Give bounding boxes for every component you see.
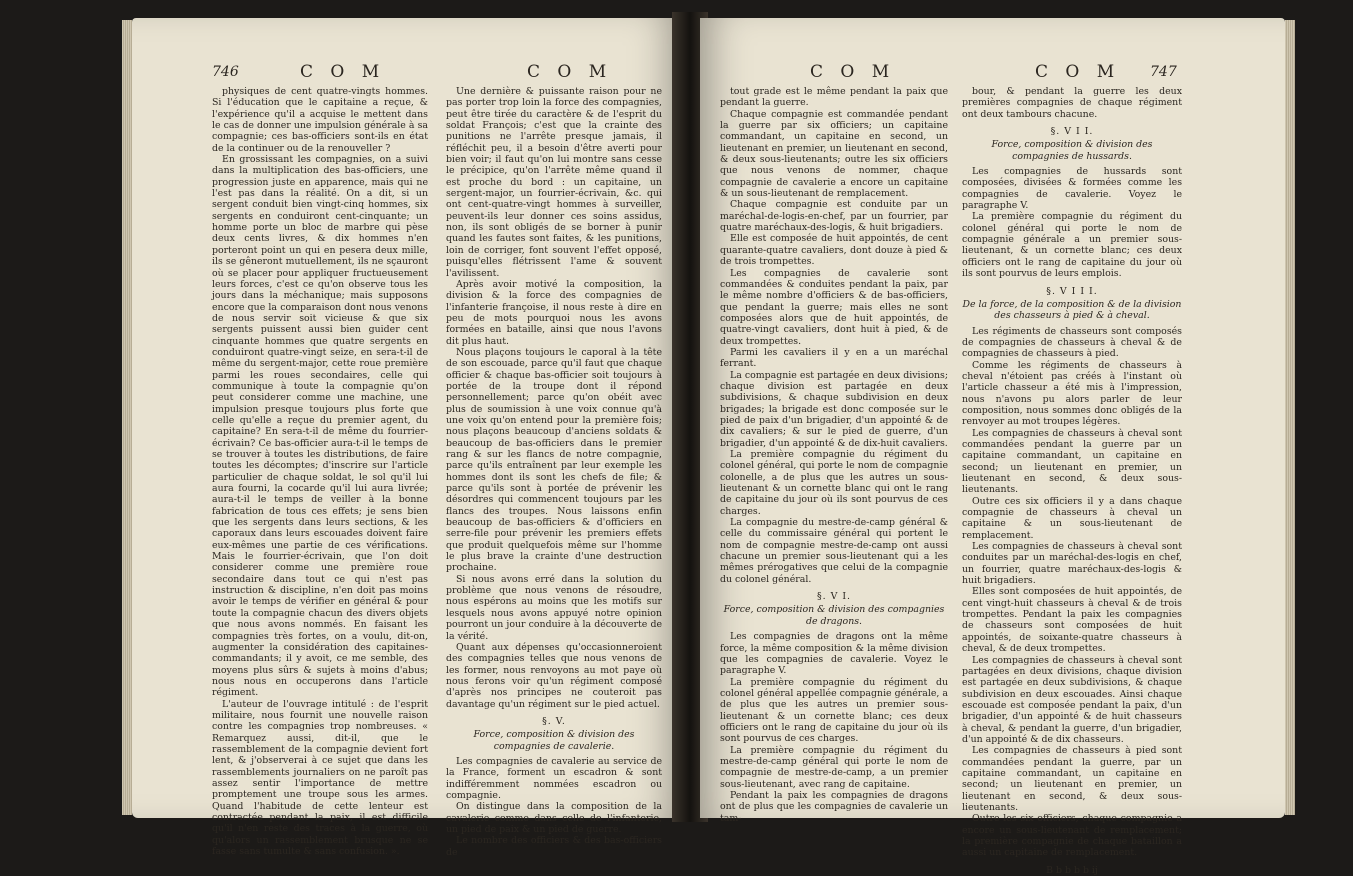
paragraph: bour, & pendant la guerre les deux premières compagnies de chaque régiment ont deux tambours chacune. [962,86,1182,120]
paragraph: Quant aux dépenses qu'occasionneroient des compagnies telles que nous venons de les former, nous renvoyons au mot paye où nous ferons voir qu'un régiment composé d'après nos principes ne couteroit pas davantage qu'un régiment sur le pied actuel. [446,641,662,710]
paragraph: Les compagnies de chasseurs à cheval sont conduites par un maréchal-des-logis en chef, un fourrier, quatre maréchaux-des-logis & huit brigadiers. [962,541,1182,587]
section-heading: §. V I I. [1050,126,1094,138]
section-heading: §. V. [542,715,566,727]
paragraph: Parmi les cavaliers il y en a un maréchal ferrant. [720,346,948,370]
section-title: De la force, de la composition & de la division des chasseurs à pied & à cheval. [962,298,1182,322]
signature-mark: B b b b b ij [1046,864,1098,876]
paragraph: Elle est composée de huit appointés, de cent quarante-quatre cavaliers, dont douze à pied & de trois trompettes. [720,233,948,268]
paragraph: L'auteur de l'ouvrage intitulé : de l'esprit militaire, nous fournit une nouvelle raison contre les compagnies trop nombreuses. « Remarquez aussi, dit-il, que le rassemblement de la compagnie devient fort lent, & j'observerai à ce sujet que dans les rassemblements journaliers on ne paroît pas assez sentir l'importance de mettre promptement une troupe sous les armes. Quand l'habitude de cette lenteur est contractée pendant la paix, il est difficile qu'il n'en reste des traces à la guerre, où qu'alors un rassemblement brusque ne se fasse sans tumulte & sans confusion. ». [212,698,428,858]
paragraph: Outre les six officiers, chaque compagnie a encore un sous-lieutenant de remplacement; la première compagnie de chaque bataillon a aussi un capitaine de remplacement. [962,813,1182,859]
section-heading: §. V I. [816,591,852,603]
paragraph: Les compagnies de chasseurs à cheval sont partagées en deux divisions, chaque division est partagée en deux subdivisions, & chaque subdivision en deux escouades. Ainsi chaque escouade est composée pendant la paix, d'un brigadier, d'un appointé & de huit chasseurs à cheval, & pendant la guerre, d'un brigadier, d'un appointé & de dix chasseurs. [962,654,1182,745]
paragraph: Les compagnies de chasseurs à pied sont commandées pendant la guerre, par un capitaine commandant, un capitaine en second; un lieutenant en premier, un lieutenant en second, & deux sous-lieutenants. [962,745,1182,813]
paragraph: La compagnie du mestre-de-camp général & celle du commissaire général qui portent le nom de compagnie mestre-de-camp ont aussi chacune un premier sous-lieutenant qui a les mêmes prérogatives que celui de la compagnie du colonel général. [720,517,948,585]
page-number-left: 746 [212,64,239,80]
paragraph: La première compagnie du régiment du colonel général, qui porte le nom de compagnie colonelle, a de plus que les autres un sous-lieutenant & un cornette blanc qui ont le rang de capitaine du jour où ils sont pourvus de ces charges. [720,449,948,517]
paragraph: Elles sont composées de huit appointés, de cent vingt-huit chasseurs à cheval & de trois trompettes. Pendant la paix les compagnies de chasseurs sont composées de huit appointés, de soixante-quatre chasseurs à cheval, & de deux trompettes. [962,586,1182,655]
paragraph: Pendant la paix les compagnies de dragons ont de plus que les compagnies de cavalerie un tam- [720,789,948,824]
paragraph: Une dernière & puissante raison pour ne pas porter trop loin la force des compagnies, peut être tirée du caractère & de l'esprit du soldat François; c'est que la crainte des punitions ne l'arrête presque jamais, il réfléchit peu, il a besoin d'être averti pour bien voir; il faut qu'on lui montre sans cesse le précipice, qu'on l'arrête même quand il est proche du bord : un capitaine, un sergent-major, un fourrier-écrivain, &c. qui ont cent-quatre-vingt hommes à surveiller, peuvent-ils leur donner ces soins assidus, non, ils sont obligés de se borner à punir quand les fautes sont faites, & les punitions, loin de corriger, font souvent l'effet opposé, puisqu'elles flétrissent l'ame & souvent l'avilissent. [446,86,662,279]
paragraph: Si nous avons erré dans la solution du problème que nous venons de résoudre, nous espérons au moins que les motifs sur lesquels nous avons appuyé notre opinion pourront un jour conduire à la découverte de la vérité. [446,573,662,642]
paragraph: Les compagnies de cavalerie au service de la France, forment un escadron & sont indifféremment nommées escadron ou compagnie. [446,755,662,801]
paragraph: Comme les régiments de chasseurs à cheval n'étoient pas créés à l'instant où l'article chasseur a été mis à l'impression, nous n'avons pu alors parler de leur composition, nous sommes donc obligés de la renvoyer au mot troupes légères. [962,359,1182,428]
paragraph: Nous plaçons toujours le caporal à la tête de son escouade, parce qu'il faut que chaque officier & chaque bas-officier soit toujours à portée de la troupe dont il répond personnellement; parce qu'on obéit avec plus de soumission à une voix connue qu'à une voix qu'on entend pour la première fois; nous plaçons beaucoup d'anciens soldats & beaucoup de bas-officiers dans le premier rang & sur les flancs de notre compagnie, parce qu'ils entraînent par leur exemple les hommes dont ils sont les chefs de file; & parce qu'ils sont à portée de prévenir les désordres qui commencent toujours par les flancs des troupes. Nous laissons enfin beaucoup de bas-officiers & d'officiers en serre-file pour prévenir les premiers effets que produit quelquefois même sur l'homme le plus brave la crainte d'une destruction prochaine. [446,346,662,574]
paragraph: Les régiments de chasseurs sont composés de compagnies de chasseurs à cheval & de compagnies de chasseurs à pied. [962,325,1182,360]
right-column-2 [962,86,1182,876]
paragraph: Après avoir motivé la composition, la division & la force des compagnies de l'infanterie françoise, il nous reste à dire en peu de mots pourquoi nous les avons formées en bataille, ainsi que nous l'avons dit plus haut. [446,278,662,347]
paragraph: Chaque compagnie est commandée pendant la guerre par six officiers; un capitaine commandant, un capitaine en second, un lieutenant en premier, un lieutenant en second, & deux sous-lieutenants; outre les six officiers que nous venons de nommer, chaque compagnie de cavalerie a encore un capitaine & un sous-lieutenant de remplacement. [720,108,948,200]
paragraph: La première compagnie du régiment du colonel général qui porte le nom de compagnie générale a un premier sous-lieutenant, & un cornette blanc; ces deux officiers ont le rang de capitaine du jour où ils sont pourvus de leurs emplois. [962,211,1182,280]
paragraph: On distingue dans la composition de la cavalerie comme dans celle de l'infanterie, un pied de paix & un pied de guerre. [446,801,662,835]
right-page [700,18,1285,876]
paragraph: La compagnie est partagée en deux divisions; chaque division est partagée en deux subdivisions, & chaque subdivision en deux brigades; la brigade est donc composée sur le pied de paix d'un brigadier, d'un appointé & de dix cavaliers; & sur le pied de guerre, d'un brigadier, d'un appointé & de dix-huit cavaliers. [720,369,948,449]
paragraph: physiques de cent quatre-vingts hommes. Si l'éducation que le capitaine a reçue, & l'expérience qu'il a acquise le mettent dans le cas de donner une impulsion générale à sa compagnie; ces bas-officiers sont-ils en état de la continuer ou de la renouveller ? [212,86,428,154]
paragraph: Les compagnies de dragons ont la même force, la même composition & la même division que les compagnies de cavalerie. Voyez le paragraphe V. [720,631,948,677]
running-head-right-col2: C O M [1035,62,1121,82]
paragraph: Les compagnies de chasseurs à cheval sont commandées pendant la guerre par un capitaine commandant, un capitaine en second; un lieutenant en premier, un lieutenant en second, & deux sous-lieutenants. [962,427,1182,496]
right-column-1 [720,86,948,824]
left-column-2 [446,86,662,858]
paragraph: Outre ces six officiers il y a dans chaque compagnie de chasseurs à cheval un capitaine & un sous-lieutenant de remplacement. [962,495,1182,541]
left-page-edge [122,20,132,815]
running-head-left-col2: C O M [527,62,613,82]
paragraph: Les compagnies de hussards sont composées, divisées & formées comme les compagnies de cavalerie. Voyez le paragraphe V. [962,166,1182,212]
left-page [132,18,680,858]
paragraph: En grossissant les compagnies, on a suivi dans la multiplication des bas-officiers, une progression juste en apparence, mais qui ne l'est pas dans la réalité. On a dit, si un sergent conduit bien vingt-cinq hommes, six sergents en conduiront cent-cinquante; un homme porte un bloc de marbre qui pèse deux cents livres, & dix hommes n'en porteront point un qui en pesera deux mille, ils se gêneront mutuellement, ils ne sçauront où se placer pour appliquer fructueusement leurs forces, c'est ce qu'on observe tous les jours dans la méchanique; mais supposons encore que la comparaison dont nous venons de nous servir soit vicieuse & que six sergents puissent aussi bien guider cent cinquante hommes que quatre sergents en conduiront quatre-vingt seize, en sera-t-il de même du sergent-major, cette roue première parmi les roues secondaires, celle qui communique à toute la compagnie qu'on peut considerer comme une machine, une impulsion presque toujours plus forte que celle qu'elle a reçue du premier agent, du capitaine? En sera-t-il de même du fourrier-écrivain? Ce bas-officier aura-t-il le temps de se trouver à toutes les distributions, de faire toutes les décomptes; d'inscrire sur l'article particulier de chaque soldat, le sol qu'il lui aura fourni, la cocarde qu'il lui aura livrée; aura-t-il le temps de veiller à la bonne fabrication de tous ces effets; je sens bien que les sergents dans leurs sections, & les caporaux dans leurs escouades doivent faire eux-mêmes une partie de ces vérifications. Mais le fourrier-écrivain, que l'on doit considerer comme une première roue secondaire dans tout ce qui n'est pas instruction & discipline, n'en doit pas moins avoir le temps de vérifier en général & pour toute la compagnie chacun des divers objets que nous avons nommés. En faisant les compagnies très fortes, on a voulu, dit-on, augmenter la considération des capitaines-commandants; il y avoit, ce me semble, des moyens plus sûrs & sujets à moins d'abus; nous nous en occuperons dans l'article régiment. [212,154,428,699]
page-number-right: 747 [1150,64,1177,80]
section-title: Force, composition & division des compagnies de cavalerie. [473,729,635,752]
running-head-left-col1: C O M [300,62,386,82]
paragraph: Les compagnies de cavalerie sont commandées & conduites pendant la paix, par le même nombre d'officiers & de bas-officiers, que pendant la guerre; mais elles ne sont composées alors que de huit appointés, de quatre-vingt cavaliers, dont huit à pied, & de deux trompettes. [720,267,948,347]
section-title: Force, composition & division des compagnies de hussards. [991,139,1153,162]
left-column-1 [212,86,428,858]
paragraph: Le nombre des officiers & des bas-officiers de [446,835,662,858]
paragraph: tout grade est le même pendant la paix que pendant la guerre. [720,86,948,109]
running-head-right-col1: C O M [810,62,896,82]
section-title: Force, composition & division des compagnies de dragons. [723,604,945,627]
paragraph: Chaque compagnie est conduite par un maréchal-de-logis-en-chef, par un fourrier, par quatre maréchaux-des-logis, & huit brigadiers. [720,199,948,234]
paragraph: La première compagnie du régiment du mestre-de-camp général qui porte le nom de compagnie de mestre-de-camp, a un premier sous-lieutenant, avec rang de capitaine. [720,744,948,790]
section-heading: §. V I I I. [1046,285,1098,297]
right-page-edge [1285,20,1295,815]
paragraph: La première compagnie du régiment du colonel général appellée compagnie générale, a de plus que les autres un premier sous-lieutenant & un cornette blanc; ces deux officiers ont le rang de capitaine du jour où ils sont pourvus de ces charges. [720,676,948,745]
